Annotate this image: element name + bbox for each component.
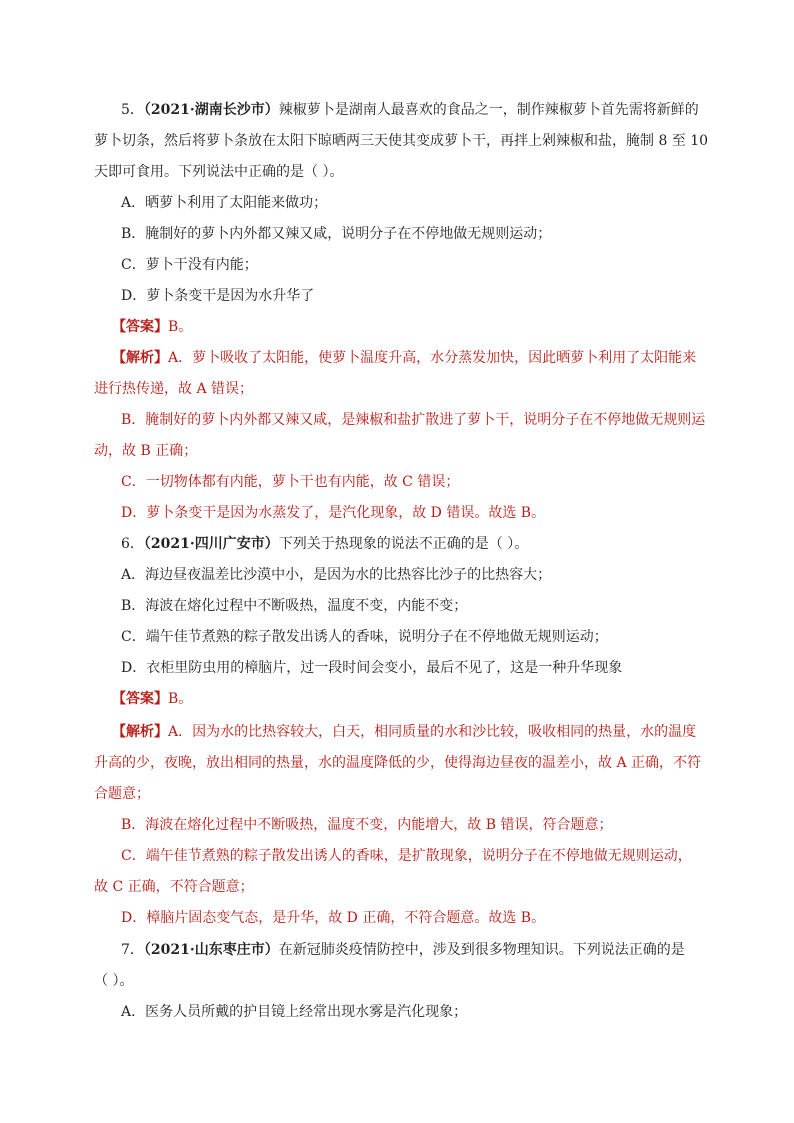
q5-option-b: B．腌制好的萝卜内外都又辣又咸，说明分子在不停地做无规则运动； (121, 226, 552, 242)
q5-option-a: A．晒萝卜利用了太阳能来做功； (121, 195, 328, 211)
q5-analysis-line-6: D．萝卜条变干是因为水蒸发了，是汽化现象，故 D 错误。故选 B。 (121, 505, 546, 521)
q6-analysis-line-2: 升高的少，夜晚，放出相同的热量，水的温度降低的少，使得海边昼夜的温差小，故 A 正确，不符 (94, 755, 702, 771)
q6-analysis-line-3: 合题意； (94, 786, 150, 802)
q6-analysis-line-1 (112, 722, 696, 742)
q5-analysis-line-5: C．一切物体都有内能，萝卜干也有内能，故 C 错误； (121, 474, 460, 490)
q5-option-d: D．萝卜条变干是因为水升华了 (121, 288, 315, 304)
q5-answer (112, 317, 192, 337)
q6-analysis-line-7: D．樟脑片固态变气态，是升华，故 D 正确，不符合题意。故选 B。 (121, 910, 546, 926)
q6-answer-text: B。 (168, 691, 193, 707)
q5-stem-text: 辣椒萝卜是湖南人最喜欢的食品之一，制作辣椒萝卜首先需将新鲜的 (278, 102, 699, 118)
q5-option-c: C．萝卜干没有内能； (121, 257, 258, 273)
q6-stem-line (121, 534, 528, 554)
q7-stem-line-2: （ ）。 (94, 973, 134, 989)
q5-number: 5． (121, 102, 144, 118)
q6-number: 6． (121, 536, 144, 552)
q5-stem-line-3: 天即可食用。下列说法中正确的是（ ）。 (94, 164, 344, 180)
q6-analysis-line-6: 故 C 正确，不符合题意； (94, 879, 254, 895)
q5-answer-text: B。 (168, 319, 193, 335)
q5-analysis-line-3: B．腌制好的萝卜内外都又辣又咸，是辣椒和盐扩散进了萝卜干，说明分子在不停地做无规则运 (121, 412, 706, 428)
q6-option-a: A．海边昼夜温差比沙漠中小，是因为水的比热容比沙子的比热容大； (121, 567, 552, 583)
q6-analysis-line-5: C．端午佳节煮熟的粽子散发出诱人的香味，是扩散现象，说明分子在不停地做无规则运动， (121, 848, 692, 864)
q7-source: （2021·山东枣庄市） (143, 942, 279, 958)
q6-answer (112, 689, 192, 709)
q5-analysis-tag: 【解析】 (112, 350, 168, 366)
q7-number: 7． (121, 942, 144, 958)
q5-analysis-text: A．萝卜吸收了太阳能，使萝卜温度升高，水分蒸发加快，因此晒萝卜利用了太阳能来 (168, 350, 697, 366)
q7-option-a: A．医务人员所戴的护目镜上经常出现水雾是汽化现象； (121, 1004, 468, 1020)
q7-stem-line-1 (121, 940, 685, 960)
q6-answer-tag: 【答案】 (112, 691, 168, 707)
q6-option-b: B．海波在熔化过程中不断吸热，温度不变，内能不变； (121, 598, 468, 614)
q5-analysis-line-1 (112, 348, 696, 368)
q5-answer-tag: 【答案】 (112, 319, 168, 335)
q5-stem-line-1 (121, 100, 699, 120)
q6-source: （2021·四川广安市） (143, 536, 279, 552)
q7-stem-text: 在新冠肺炎疫情防控中，涉及到很多物理知识。下列说法正确的是 (278, 942, 685, 958)
q6-analysis-text: A．因为水的比热容较大，白天，相同质量的水和沙比较，吸收相同的热量，水的温度 (168, 724, 697, 740)
q6-option-d: D．衣柜里防虫用的樟脑片，过一段时间会变小，最后不见了，这是一种升华现象 (121, 660, 623, 676)
q6-option-c: C．端午佳节煮熟的粽子散发出诱人的香味，说明分子在不停地做无规则运动； (121, 629, 608, 645)
q6-analysis-tag: 【解析】 (112, 724, 168, 740)
q6-stem-text: 下列关于热现象的说法不正确的是（ ）。 (278, 536, 529, 552)
q5-analysis-line-4: 动，故 B 正确； (94, 443, 198, 459)
q5-analysis-line-2: 进行热传递，故 A 错误； (94, 381, 254, 397)
q5-stem-line-2: 萝卜切条，然后将萝卜条放在太阳下晾晒两三天使其变成萝卜干，再拌上剁辣椒和盐，腌制 8 至 10 (94, 133, 709, 149)
q5-source: （2021·湖南长沙市） (143, 102, 279, 118)
q6-analysis-line-4: B．海波在熔化过程中不断吸热，温度不变，内能增大，故 B 错误，符合题意； (121, 817, 613, 833)
